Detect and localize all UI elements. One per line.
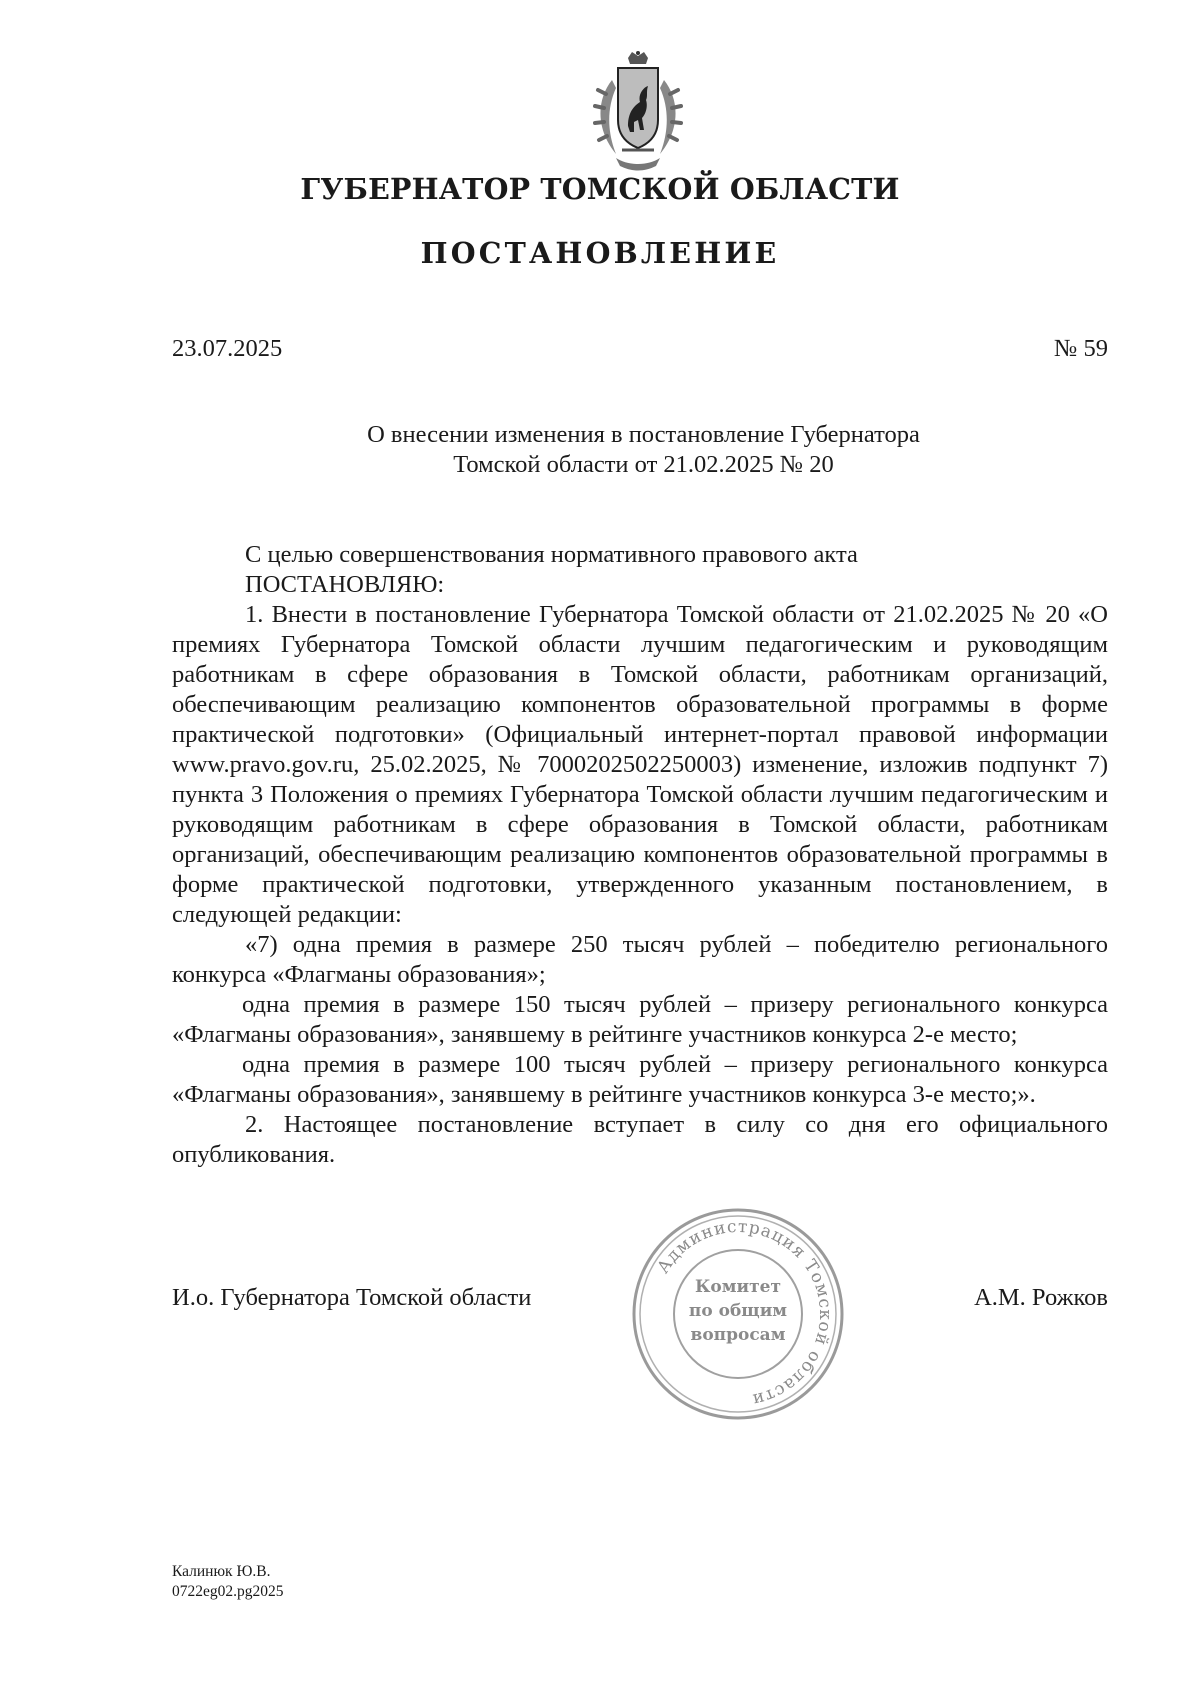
body-paragraph-item-2: 2. Настоящее постановление вступает в силу со дня его официального опубликования.: [172, 1111, 1108, 1168]
body-paragraph-subitem-7: «7) одна премия в размере 250 тысяч рублей – победителю регионального конкурса «Флагманы образования»;: [172, 931, 1108, 988]
issuer-heading: ГУБЕРНАТОР ТОМСКОЙ ОБЛАСТИ: [300, 172, 900, 206]
tomsk-oblast-coat-of-arms-icon: [582, 50, 694, 176]
stamp-center-line-1: Комитет: [694, 1277, 782, 1297]
document-number: № 59: [1053, 335, 1108, 362]
document-type-heading: ПОСТАНОВЛЕНИЕ: [420, 236, 780, 270]
footer-author: Калинюк Ю.В.: [172, 1563, 271, 1580]
document-footer: [172, 1562, 284, 1602]
body-paragraph-prize-100: одна премия в размере 100 тысяч рублей – призеру регионального конкурса «Флагманы образования», занявшему в рейтинге участников конкурса 3-е место;».: [172, 1051, 1108, 1108]
body-paragraph-item-1: 1. Внести в постановление Губернатора Томской области от 21.02.2025 № 20 «О премиях Губернатора Томской области лучшим педагогическим и руководящим работникам в сфере образования в Томской области, работникам организаций, обеспечивающим реализацию компонентов образовательной программы в форме практической подготовки» (Официальный интернет-портал правовой информации www.pravo.gov.ru, 25.02.2025, № 7000202502250003) изменение, изложив подпункт 7) пункта 3 Положения о премиях Губернатора Томской области лучшим педагогическим и руководящим работникам в сфере образования в Томской области, работникам организаций, обеспечивающим реализацию компонентов образовательной программы в форме практической подготовки, утвержденного указанным постановлением, в следующей редакции:: [172, 601, 1108, 928]
body-paragraph-prize-150: одна премия в размере 150 тысяч рублей – призеру регионального конкурса «Флагманы образования», занявшему в рейтинге участников конкурса 2-е место;: [172, 991, 1108, 1048]
footer-file-code: 0722eg02.pg2025: [172, 1583, 284, 1600]
document-subject: [0, 420, 1200, 480]
document-body: [172, 540, 1108, 1170]
stamp-center-line-2: по общим: [688, 1301, 788, 1321]
body-paragraph-preamble: С целью совершенствования нормативного правового акта: [245, 541, 858, 568]
body-paragraph-resolve: ПОСТАНОВЛЯЮ:: [245, 571, 445, 598]
signatory-name: А.М. Рожков: [974, 1284, 1108, 1311]
signatory-title: И.о. Губернатора Томской области: [172, 1284, 532, 1311]
stamp-center-line-3: вопросам: [690, 1325, 786, 1345]
stamp-ring-text: Администрация Томской области: [653, 1216, 836, 1410]
official-stamp: [628, 1204, 848, 1424]
document-date: 23.07.2025: [172, 335, 283, 362]
subject-line-2: Томской области от 21.02.2025 № 20: [453, 451, 834, 478]
subject-line-1: О внесении изменения в постановление Губернатора: [367, 421, 920, 448]
